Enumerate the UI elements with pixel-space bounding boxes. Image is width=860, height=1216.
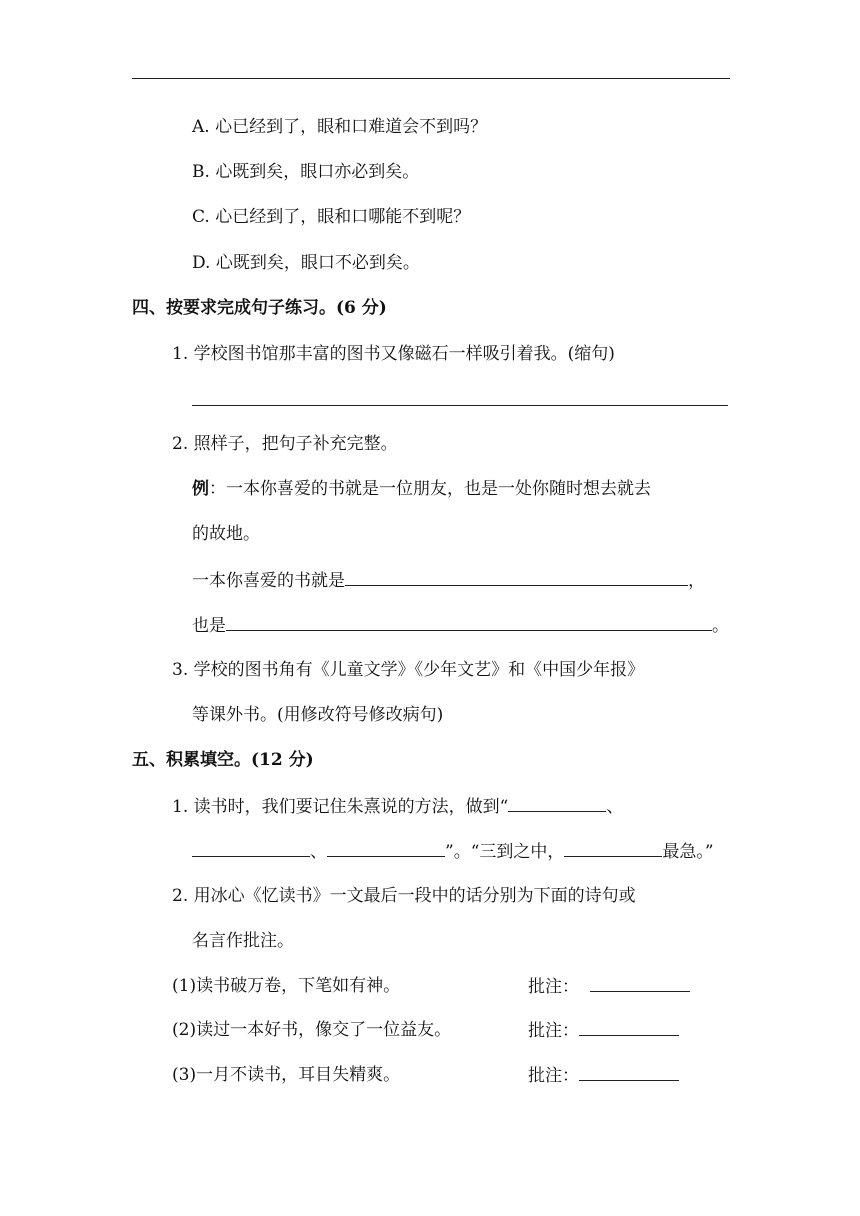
option-letter: D. bbox=[192, 253, 211, 273]
question-number: 2. bbox=[172, 886, 189, 906]
question-continuation: 等课外书。(用修改符号修改病句) bbox=[192, 705, 444, 725]
fill-line-2 bbox=[192, 613, 729, 638]
option-a bbox=[192, 115, 487, 139]
option-text: 心已经到了，眼和口哪能不到呢？ bbox=[215, 207, 471, 227]
section-5-heading: 五、积累填空。(12 分) bbox=[132, 750, 314, 770]
s4-question-1 bbox=[172, 342, 615, 366]
example-line bbox=[192, 477, 651, 501]
fill-suffix: ， bbox=[688, 571, 705, 591]
option-text: 心既到矣，眼口亦必到矣。 bbox=[215, 162, 420, 182]
answer-blank[interactable] bbox=[192, 405, 728, 406]
example-label: 例 bbox=[192, 479, 209, 499]
annotation-label: 批注： bbox=[528, 977, 579, 997]
question-number: 3. bbox=[172, 660, 189, 680]
fill-prefix: 也是 bbox=[192, 616, 226, 636]
answer-blank[interactable] bbox=[590, 974, 690, 992]
question-number: 1. bbox=[172, 344, 189, 364]
question-text: 用冰心《忆读书》一文最后一段中的话分别为下面的诗句或 bbox=[193, 886, 636, 906]
question-text: 读书时，我们要记住朱熹说的方法，做到“ bbox=[193, 797, 509, 817]
example-continuation: 的故地。 bbox=[192, 524, 260, 544]
answer-blank[interactable] bbox=[508, 794, 606, 812]
question-text: 最急。” bbox=[662, 842, 714, 862]
option-d bbox=[192, 251, 420, 275]
option-letter: A. bbox=[192, 117, 210, 137]
option-letter: B. bbox=[192, 162, 210, 182]
question-number: 1. bbox=[172, 797, 189, 817]
question-text: 学校图书馆那丰富的图书又像磁石一样吸引着我。(缩句) bbox=[193, 344, 615, 364]
s5-question-1-continuation bbox=[192, 839, 714, 864]
option-text: 心已经到了，眼和口难道会不到吗？ bbox=[215, 117, 488, 137]
answer-blank[interactable] bbox=[327, 839, 445, 857]
question-text: ”。“三到之中， bbox=[445, 842, 565, 862]
option-c bbox=[192, 205, 470, 229]
question-number: 2. bbox=[172, 434, 189, 454]
header-rule bbox=[132, 78, 730, 79]
s5-question-1 bbox=[172, 794, 623, 819]
answer-blank[interactable] bbox=[226, 613, 712, 631]
punctuation: 、 bbox=[310, 842, 327, 862]
annotation-2 bbox=[528, 1018, 679, 1043]
quote-row-1 bbox=[172, 974, 400, 998]
example-text: ：一本你喜爱的书就是一位朋友，也是一处你随时想去就去 bbox=[209, 479, 651, 499]
answer-blank[interactable] bbox=[564, 839, 662, 857]
answer-blank[interactable] bbox=[579, 1018, 679, 1036]
section-4-heading: 四、按要求完成句子练习。(6 分) bbox=[132, 298, 387, 318]
option-text: 心既到矣，眼口不必到矣。 bbox=[215, 253, 420, 273]
quote-text: (3)一月不读书，耳目失精爽。 bbox=[172, 1065, 401, 1085]
answer-blank[interactable] bbox=[579, 1063, 679, 1081]
quote-text: (2)读过一本好书，像交了一位益友。 bbox=[172, 1020, 452, 1040]
question-text: 照样子，把句子补充完整。 bbox=[193, 434, 398, 454]
annotation-label: 批注： bbox=[528, 1066, 579, 1086]
fill-prefix: 一本你喜爱的书就是 bbox=[192, 571, 345, 591]
option-letter: C. bbox=[192, 207, 210, 227]
quote-row-3 bbox=[172, 1063, 400, 1087]
annotation-1 bbox=[528, 974, 690, 999]
answer-blank[interactable] bbox=[345, 568, 688, 586]
question-continuation: 名言作批注。 bbox=[192, 931, 294, 951]
quote-row-2 bbox=[172, 1018, 451, 1042]
s4-question-2 bbox=[172, 432, 398, 456]
punctuation: 、 bbox=[606, 797, 624, 817]
question-text: 学校的图书角有《儿童文学》《少年文艺》和《中国少年报》 bbox=[193, 660, 645, 680]
fill-suffix: 。 bbox=[712, 616, 729, 636]
quote-text: (1)读书破万卷，下笔如有神。 bbox=[172, 976, 401, 996]
fill-line-1 bbox=[192, 568, 705, 593]
answer-blank[interactable] bbox=[192, 839, 310, 857]
annotation-3 bbox=[528, 1063, 679, 1088]
s4-question-3 bbox=[172, 658, 644, 682]
s5-question-2 bbox=[172, 884, 636, 908]
annotation-label: 批注： bbox=[528, 1021, 579, 1041]
option-b bbox=[192, 160, 419, 184]
